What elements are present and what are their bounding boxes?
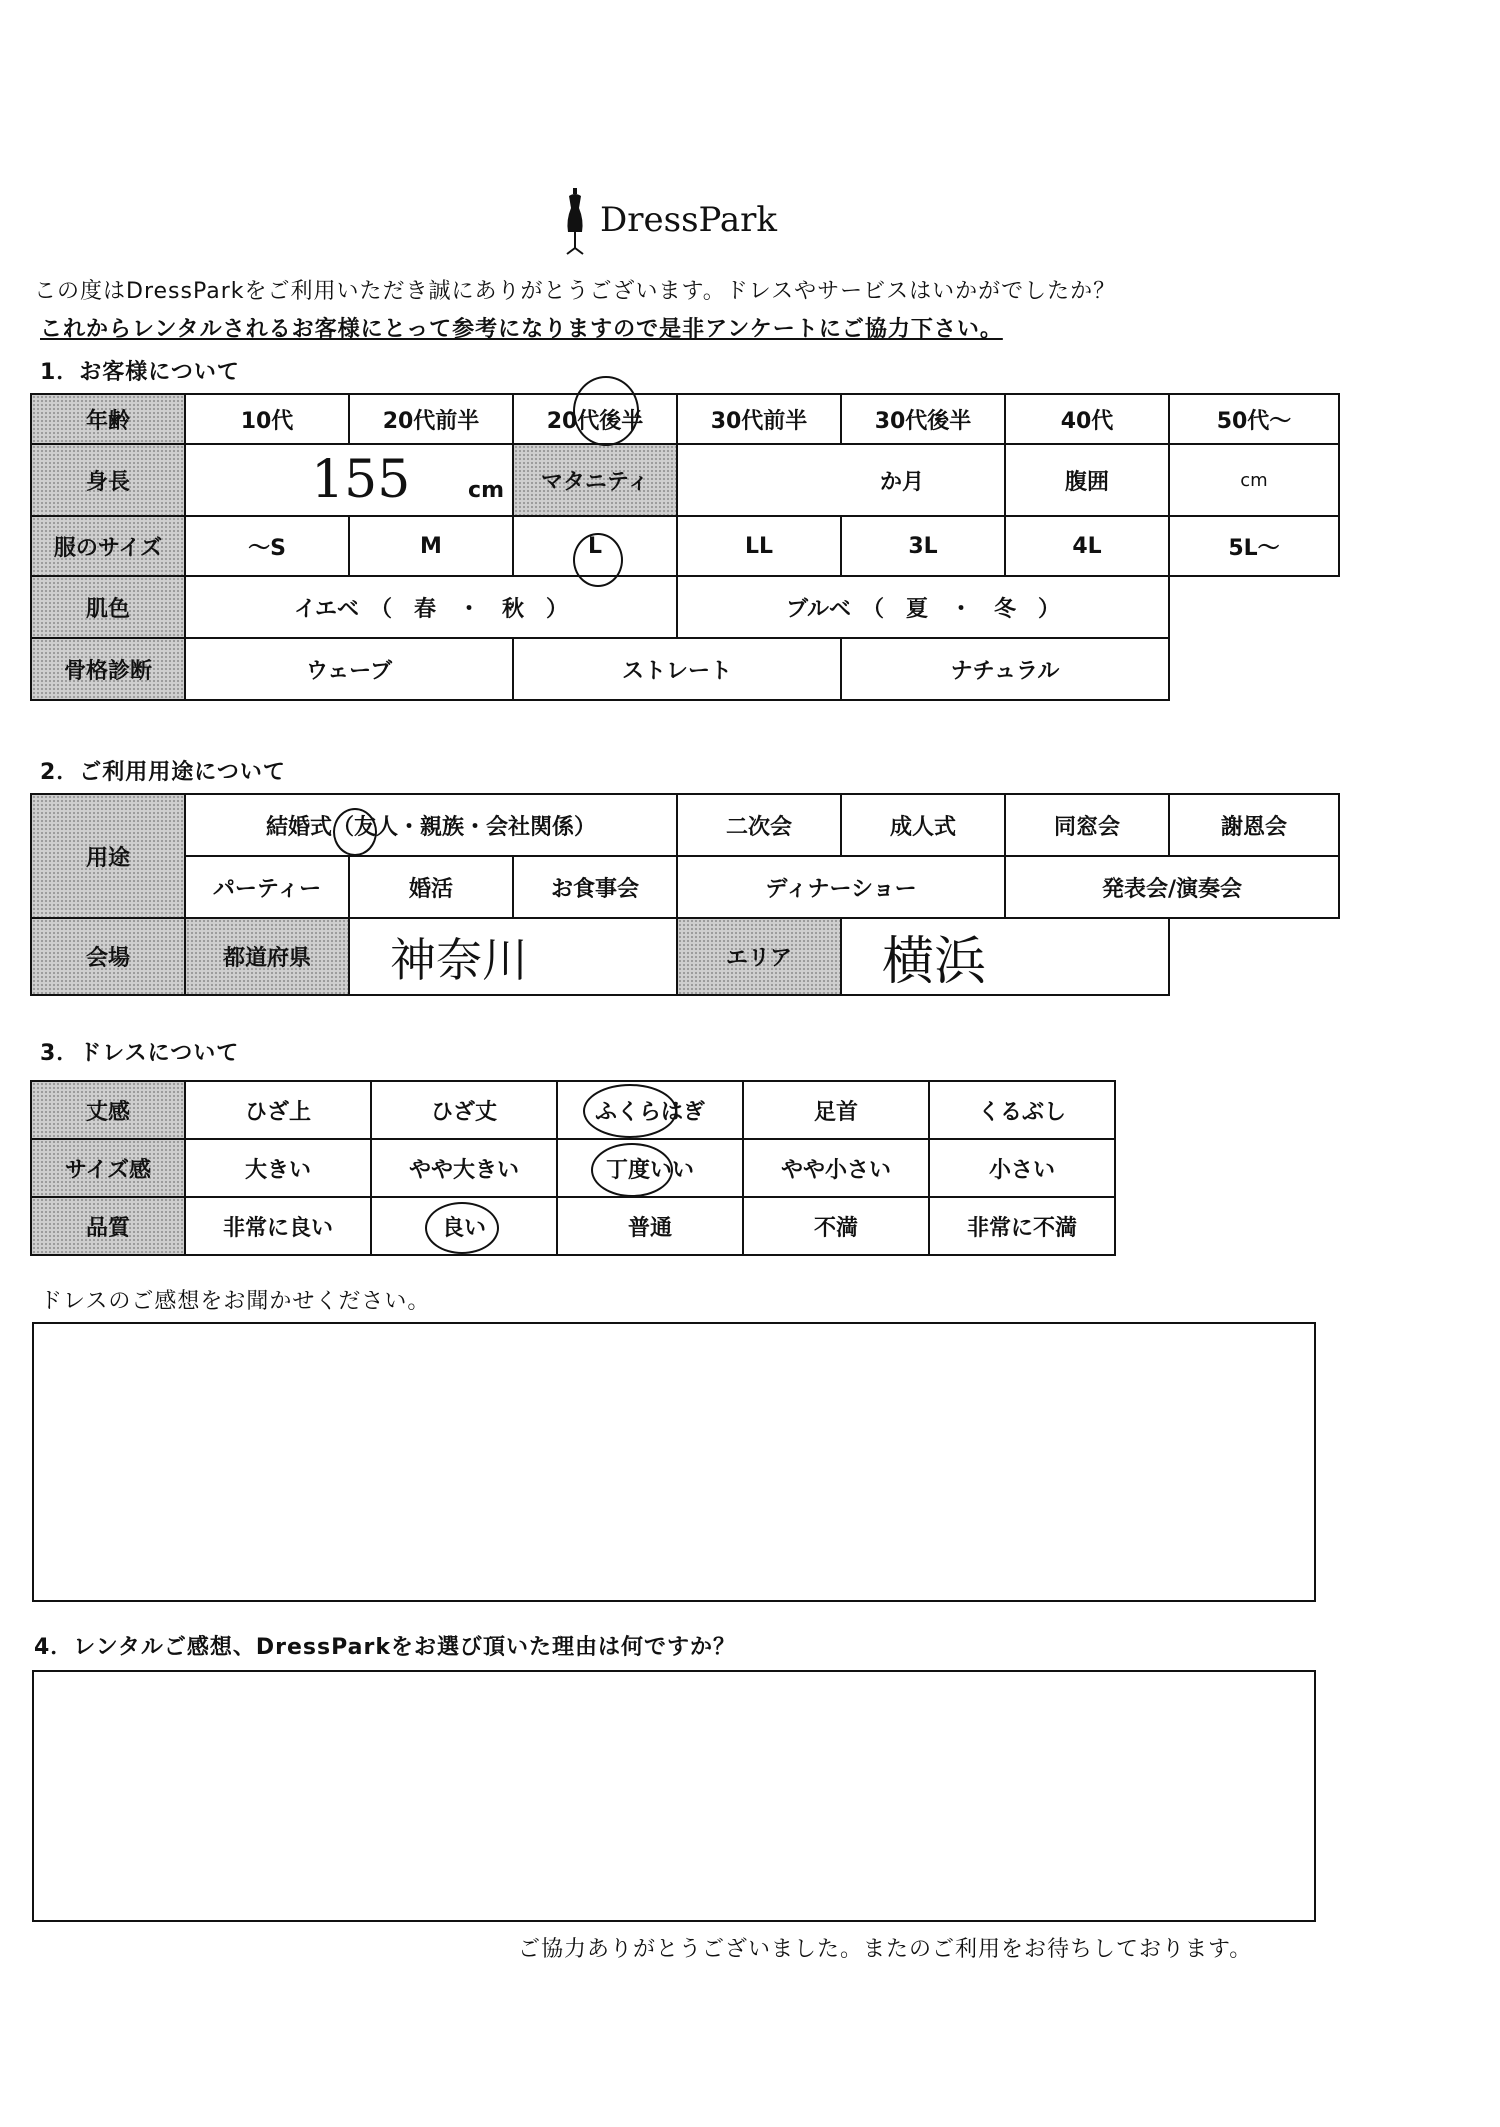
selection-circle-usage [333, 808, 377, 856]
size-option[interactable]: 4L [1005, 516, 1169, 576]
age-option[interactable]: 20代後半 [513, 394, 677, 444]
usage-header: 用途 [31, 794, 185, 918]
section-2-title: 2．ご利用用途について [40, 760, 286, 785]
height-value: 155 [311, 450, 411, 510]
age-option[interactable]: 40代 [1005, 394, 1169, 444]
selection-circle-quality [425, 1202, 499, 1254]
skin-header: 肌色 [31, 576, 185, 638]
usage-option[interactable]: ディナーショー [677, 856, 1005, 918]
size-option[interactable]: L [513, 516, 677, 576]
waist-unit: cm [1240, 469, 1268, 491]
length-option[interactable]: ひざ上 [185, 1081, 371, 1139]
size-option[interactable]: LL [677, 516, 841, 576]
quality-option[interactable]: 非常に不満 [929, 1197, 1115, 1255]
frame-option[interactable]: ナチュラル [841, 638, 1169, 700]
selection-circle-length [583, 1084, 677, 1138]
usage-row-2 [31, 856, 1339, 918]
length-option[interactable]: ひざ丈 [371, 1081, 557, 1139]
quality-option[interactable]: 良い [371, 1197, 557, 1255]
reason-comment-box[interactable] [32, 1670, 1316, 1922]
length-option[interactable]: くるぶし [929, 1081, 1115, 1139]
months-field[interactable] [677, 444, 1005, 516]
quality-header: 品質 [31, 1197, 185, 1255]
age-option[interactable]: 30代前半 [677, 394, 841, 444]
usage-option[interactable]: 二次会 [677, 794, 841, 856]
usage-table [30, 793, 1340, 996]
age-header: 年齢 [31, 394, 185, 444]
thanks-message: ご協力ありがとうございました。またのご利用をお待ちしております。 [518, 1937, 1253, 1962]
customer-table [30, 393, 1340, 701]
size-option[interactable]: 5L〜 [1169, 516, 1339, 576]
size-row [31, 516, 1339, 576]
months-label: か月 [879, 469, 924, 495]
prefecture-field[interactable] [349, 918, 677, 995]
usage-option[interactable]: 成人式 [841, 794, 1005, 856]
fit-row [31, 1139, 1115, 1197]
prefecture-value: 神奈川 [390, 932, 528, 987]
maternity-label: マタニティ [513, 444, 677, 516]
size-header: 服のサイズ [31, 516, 185, 576]
frame-header: 骨格診断 [31, 638, 185, 700]
height-field[interactable] [185, 444, 513, 516]
fit-option[interactable]: 大きい [185, 1139, 371, 1197]
fit-header: サイズ感 [31, 1139, 185, 1197]
selection-circle-fit [591, 1143, 673, 1197]
fit-option[interactable]: 丁度いい [557, 1139, 743, 1197]
length-row [31, 1081, 1115, 1139]
quality-option[interactable]: 不満 [743, 1197, 929, 1255]
age-option[interactable]: 20代前半 [349, 394, 513, 444]
height-header: 身長 [31, 444, 185, 516]
usage-option[interactable]: お食事会 [513, 856, 677, 918]
selection-circle-size [573, 533, 623, 587]
prefecture-label: 都道府県 [185, 918, 349, 995]
dress-comment-box[interactable] [32, 1322, 1316, 1602]
usage-row-1 [31, 794, 1339, 856]
usage-option[interactable]: 発表会/演奏会 [1005, 856, 1339, 918]
height-row [31, 444, 1339, 516]
skin-option[interactable]: ブルベ （ 夏 ・ 冬 ） [677, 576, 1169, 638]
quality-option[interactable]: 普通 [557, 1197, 743, 1255]
venue-row [31, 918, 1339, 995]
height-unit: cm [468, 478, 504, 503]
waist-label: 腹囲 [1005, 444, 1169, 516]
fit-option[interactable]: 小さい [929, 1139, 1115, 1197]
dress-comment-prompt: ドレスのご感想をお聞かせください。 [40, 1289, 431, 1314]
area-value: 横浜 [882, 932, 987, 992]
age-option[interactable]: 50代〜 [1169, 394, 1339, 444]
age-row [31, 394, 1339, 444]
usage-option[interactable]: 婚活 [349, 856, 513, 918]
size-option[interactable]: 3L [841, 516, 1005, 576]
section-3-title: 3．ドレスについて [40, 1041, 240, 1066]
intro-line-2: これからレンタルされるお客様にとって参考になりますので是非アンケートにご協力下さい。 [40, 317, 1003, 342]
frame-option[interactable]: ウェーブ [185, 638, 513, 700]
dress-table [30, 1080, 1116, 1256]
usage-option[interactable]: 謝恩会 [1169, 794, 1339, 856]
frame-option[interactable]: ストレート [513, 638, 841, 700]
section-4-title: 4．レンタルご感想、DressParkをお選び頂いた理由は何ですか？ [34, 1635, 736, 1660]
skin-row [31, 576, 1339, 638]
waist-field[interactable] [1169, 444, 1339, 516]
dress-form-icon [560, 188, 590, 258]
usage-option[interactable]: パーティー [185, 856, 349, 918]
fit-option[interactable]: やや小さい [743, 1139, 929, 1197]
intro-line-1: この度はDressParkをご利用いただき誠にありがとうございます。ドレスやサービスはいかがでしたか？ [34, 279, 1117, 304]
length-header: 丈感 [31, 1081, 185, 1139]
selection-circle-age [573, 376, 639, 446]
skin-option[interactable]: イエベ （ 春 ・ 秋 ） [185, 576, 677, 638]
area-field[interactable] [841, 918, 1169, 995]
length-option[interactable]: 足首 [743, 1081, 929, 1139]
quality-option[interactable]: 非常に良い [185, 1197, 371, 1255]
usage-option[interactable]: 結婚式（友人・親族・会社関係） [185, 794, 677, 856]
area-label: エリア [677, 918, 841, 995]
size-option[interactable]: 〜S [185, 516, 349, 576]
age-option[interactable]: 30代後半 [841, 394, 1005, 444]
fit-option[interactable]: やや大きい [371, 1139, 557, 1197]
brand-name: DressPark [600, 200, 778, 240]
section-1-title: 1．お客様について [40, 360, 240, 385]
length-option[interactable]: ふくらはぎ [557, 1081, 743, 1139]
age-option[interactable]: 10代 [185, 394, 349, 444]
frame-row [31, 638, 1339, 700]
venue-header: 会場 [31, 918, 185, 995]
usage-option[interactable]: 同窓会 [1005, 794, 1169, 856]
dresspark-logo [560, 188, 800, 258]
size-option[interactable]: M [349, 516, 513, 576]
quality-row [31, 1197, 1115, 1255]
